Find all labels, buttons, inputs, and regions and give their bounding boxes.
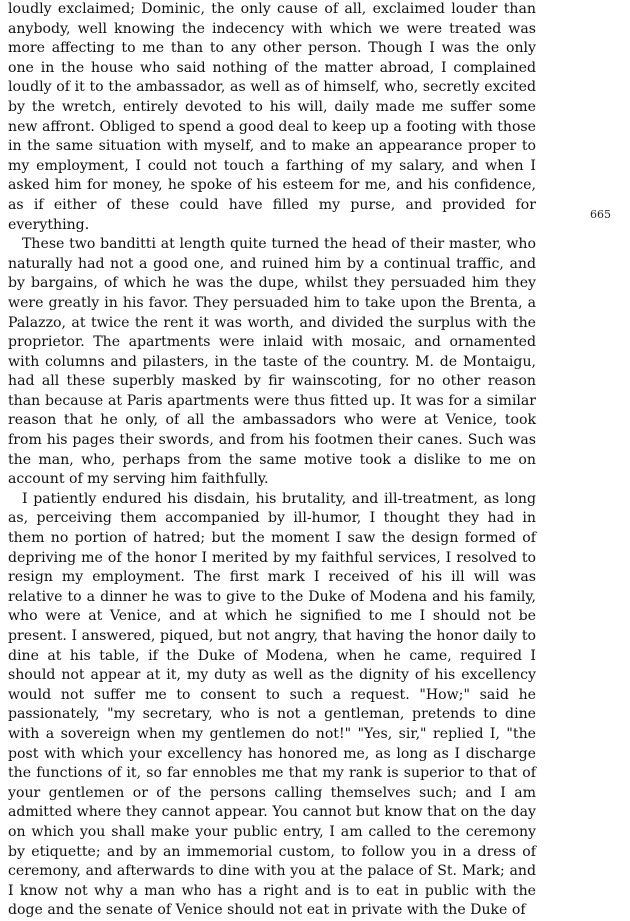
paragraph-3: I patiently endured his disdain, his brutality, and ill-treatment, as long as, perceiving them accompanied by ill-humor, I thought they had in them no portion of hatred; but the moment I saw the design formed of depriving me of the honor I merited by my faithful services, I resolved to resign my employment. The first mark I received of his ill will was relative to a dinner he was to give to the Duke of Modena and his family, who were at Venice, and at which he signified to me I should not be present. I answered, piqued, but not angry, that having the honor daily to dine at his table, if the Duke of Modena, when he came, required I should not appear at it, my duty as well as the dignity of his excellency would not suffer me to consent to such a request. "How;" said he passionately, "my secretary, who is not a gentleman, pretends to dine with a sovereign when my gentlemen do not!" "Yes, sir," replied I, "the post with which your excellency has honored me, as long as I discharge the functions of it, so far ennobles me that my rank is superior to that of your gentlemen or of the persons calling themselves such; and I am admitted where they cannot appear. You cannot but know that on the day on which you shall make your public entry, I am called to the ceremony by etiquette; and by an immemorial custom, to follow you in a dress of ceremony, and afterwards to dine with you at the palace of St. Mark; and I know not why a man who has a right and is to eat in public with the doge and the senate of Venice should not eat in private with the Duke of [8,490,536,919]
page-number: 665 [590,208,611,221]
body-text [8,0,536,921]
paragraph-2: These two banditti at length quite turned the head of their master, who naturally had not a good one, and ruined him by a continual traffic, and by bargains, of which he was the dupe, whilst they persuaded him they were greatly in his favor. They persuaded him to take upon the Brenta, a Palazzo, at twice the rent it was worth, and divided the surplus with the proprietor. The apartments were inlaid with mosaic, and ornamented with columns and pilasters, in the taste of the country. M. de Montaigu, had all these superbly masked by fir wainscoting, for no other reason than because at Paris apartments were thus fitted up. It was for a similar reason that he only, of all the ambassadors who were at Venice, took from his pages their swords, and from his footmen their canes. Such was the man, who, perhaps from the same motive took a dislike to me on account of my serving him faithfully. [8,236,536,488]
paragraph-1: loudly exclaimed; Dominic, the only cause of all, exclaimed louder than anybody, well knowing the indecency with which we were treated was more affecting to me than to any other person. Though I was the only one in the house who said nothing of the matter abroad, I complained loudly of it to the ambassador, as well as of himself, who, secretly excited by the wretch, entirely devoted to his will, daily made me suffer some new affront. Obliged to spend a good deal to keep up a footing with those in the same situation with myself, and to make an appearance proper to my employment, I could not touch a farthing of my salary, and when I asked him for money, he spoke of his esteem for me, and his confidence, as if either of these could have filled my purse, and provided for everything. [8,1,536,233]
